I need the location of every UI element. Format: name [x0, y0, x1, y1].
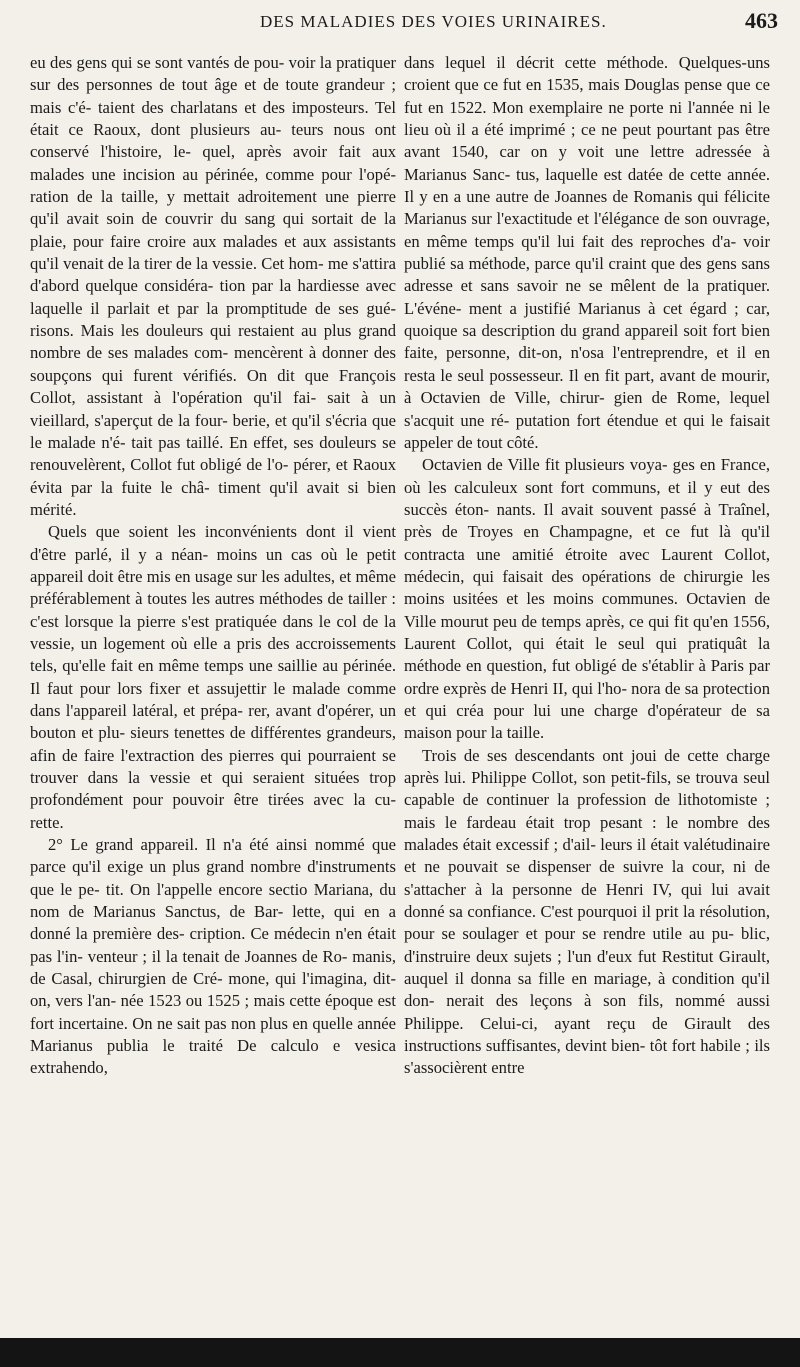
paragraph: Trois de ses descendants ont joui de cette charge après lui. Philippe Collot, son petit-fils, se trouva seul capable de continuer la profession de lithotomiste ; mais le fardeau était trop pesant : le nombre des malades était excessif ; d'ail- leurs il était valétudinaire et ne pouvait se dispenser de suivre la cour, ni de s'attacher à la personne de Henri IV, qui lui avait donné sa confiance. C'est pourquoi il prit la résolution, pour se soulager et pour se rendre utile au pu- blic, d'instruire deux sujets ; l'un d'eux fut Restitut Girault, auquel il donna sa fille en mariage, à condition qu'il don- nerait des leçons à son fils, nommé aussi Philippe. Celui-ci, ayant reçu de Girault des instructions suffisantes, devint bien- tôt fort habile ; ils s'associèrent entre: [404, 745, 770, 1078]
page-number: 463: [745, 8, 778, 33]
paragraph: eu des gens qui se sont vantés de pou- voir la pratiquer sur des personnes de tout âge et de toute grandeur ; mais c'é- taient des charlatans et des imposteurs. Tel était ce Raoux, dont plusieurs au- teurs nous ont conservé l'histoire, le- quel, après avoir fait aux malades une incision au périnée, comme pour l'opé- ration de la taille, y mettait adroitement une pierre qu'il avait soin de couvrir du sang qui sortait de la plaie, pour faire croire aux malades et aux assistants qu'il venait de la tirer de la vessie. Cet hom- me s'attira d'abord quelque considéra- tion par la hardiesse avec laquelle il parlait et par la promptitude de ses gué- risons. Mais les douleurs qui restaient au plus grand nombre de ses malades com- mencèrent à donner des soupçons qui furent vérifiés. On dit que François Collot, assistant à l'opération qu'il fai- sait à un vieillard, s'aperçut de la four- berie, et qu'il s'écria que le malade n'é- tait pas taillé. En effet, ses douleurs se renouvelèrent, Collot fut obligé de l'o- pérer, et Raoux évita par la fuite le châ- timent qu'il avait si bien mérité.: [30, 53, 396, 519]
page-header: [30, 8, 782, 38]
paragraph: dans lequel il décrit cette méthode. Quelques-uns croient que ce fut en 1535, mais Douglas pense que ce fut en 1522. Mon exemplaire ne porte ni l'année ni le lieu où il a été imprimé ; ce ne peut pourtant pas être avant 1540, car on y voit une lettre adressée à Marianus Sanc- tus, laquelle est datée de cette année. Il y en a une autre de Joannes de Romanis qui félicite Marianus sur l'exactitude et l'élégance de son ouvrage, en même temps qu'il lui fait des reproches d'a- voir publié sa méthode, parce qu'il craint que des gens sans adresse et sans savoir ne se mêlent de la pratiquer. L'événe- ment a justifié Marianus à cet égard ; car, quoique sa description du grand appareil soit fort bien faite, personne, dit-on, n'osa l'entreprendre, et il en resta le seul possesseur. Il en fit part, avant de mourir, à Octavien de Ville, chirur- gien de Rome, lequel s'acquit une ré- putation fort étendue et qui le faisait appeler de tout côté.: [404, 53, 770, 452]
right-column: [404, 52, 770, 1080]
paragraph: Octavien de Ville fit plusieurs voya- ges en France, où les calculeux sont fort communs, et il y eut des succès éton- nants. Il avait souvent passé à Traînel, près de Troyes en Champagne, et ce fut là qu'il contracta une amitié étroite avec Laurent Collot, médecin, qui faisait des opérations de chirurgie les moins usitées et les moins communes. Octavien de Ville mourut peu de temps après, ce qui fit qu'en 1556, Laurent Collot, qui était le seul qui pratiquât la méthode en question, fut obligé de s'établir à Paris par ordre exprès de Henri II, qui l'ho- nora de sa protection et qui créa pour lui une charge d'opérateur de sa maison pour la taille.: [404, 455, 770, 743]
running-title: DES MALADIES DES VOIES URINAIRES.: [260, 12, 607, 31]
paragraph: Quels que soient les inconvénients dont il vient d'être parlé, il y a néan- moins un cas où le petit appareil doit être mis en usage sur les adultes, et même préférablement à toutes les autres méthodes de tailler : c'est lorsque la pierre s'est pratiquée dans le col de la vessie, un logement où elle a pris des accroissements tels, qu'elle fait en même temps une saillie au périnée. Il faut pour lors fixer et assujettir le malade comme dans l'appareil latéral, et prépa- rer, avant d'opérer, un bouton et plu- sieurs tenettes de différentes grandeurs, afin de faire l'extraction des pierres qui pourraient se trouver dans la vessie et qui seraient situées trop profondément pour pouvoir être tirées avec la cu- rette.: [30, 522, 396, 832]
left-column: [30, 52, 396, 1080]
scan-edge-bar: [0, 1338, 800, 1367]
paragraph: 2° Le grand appareil. Il n'a été ainsi nommé que parce qu'il exige un plus grand nombre d'instruments que le pe- tit. On l'appelle encore sectio Mariana, du nom de Marianus Sanctus, de Bar- lette, qui en a donné la première des- cription. Ce médecin n'en était pas l'in- venteur ; il la tenait de Joannes de Ro- manis, de Casal, chirurgien de Cré- mone, qui l'imagina, dit-on, vers l'an- née 1523 ou 1525 ; mais cette époque est fort incertaine. On ne sait pas non plus en quelle année Marianus publia le traité De calculo e vesica extrahendo,: [30, 835, 396, 1078]
